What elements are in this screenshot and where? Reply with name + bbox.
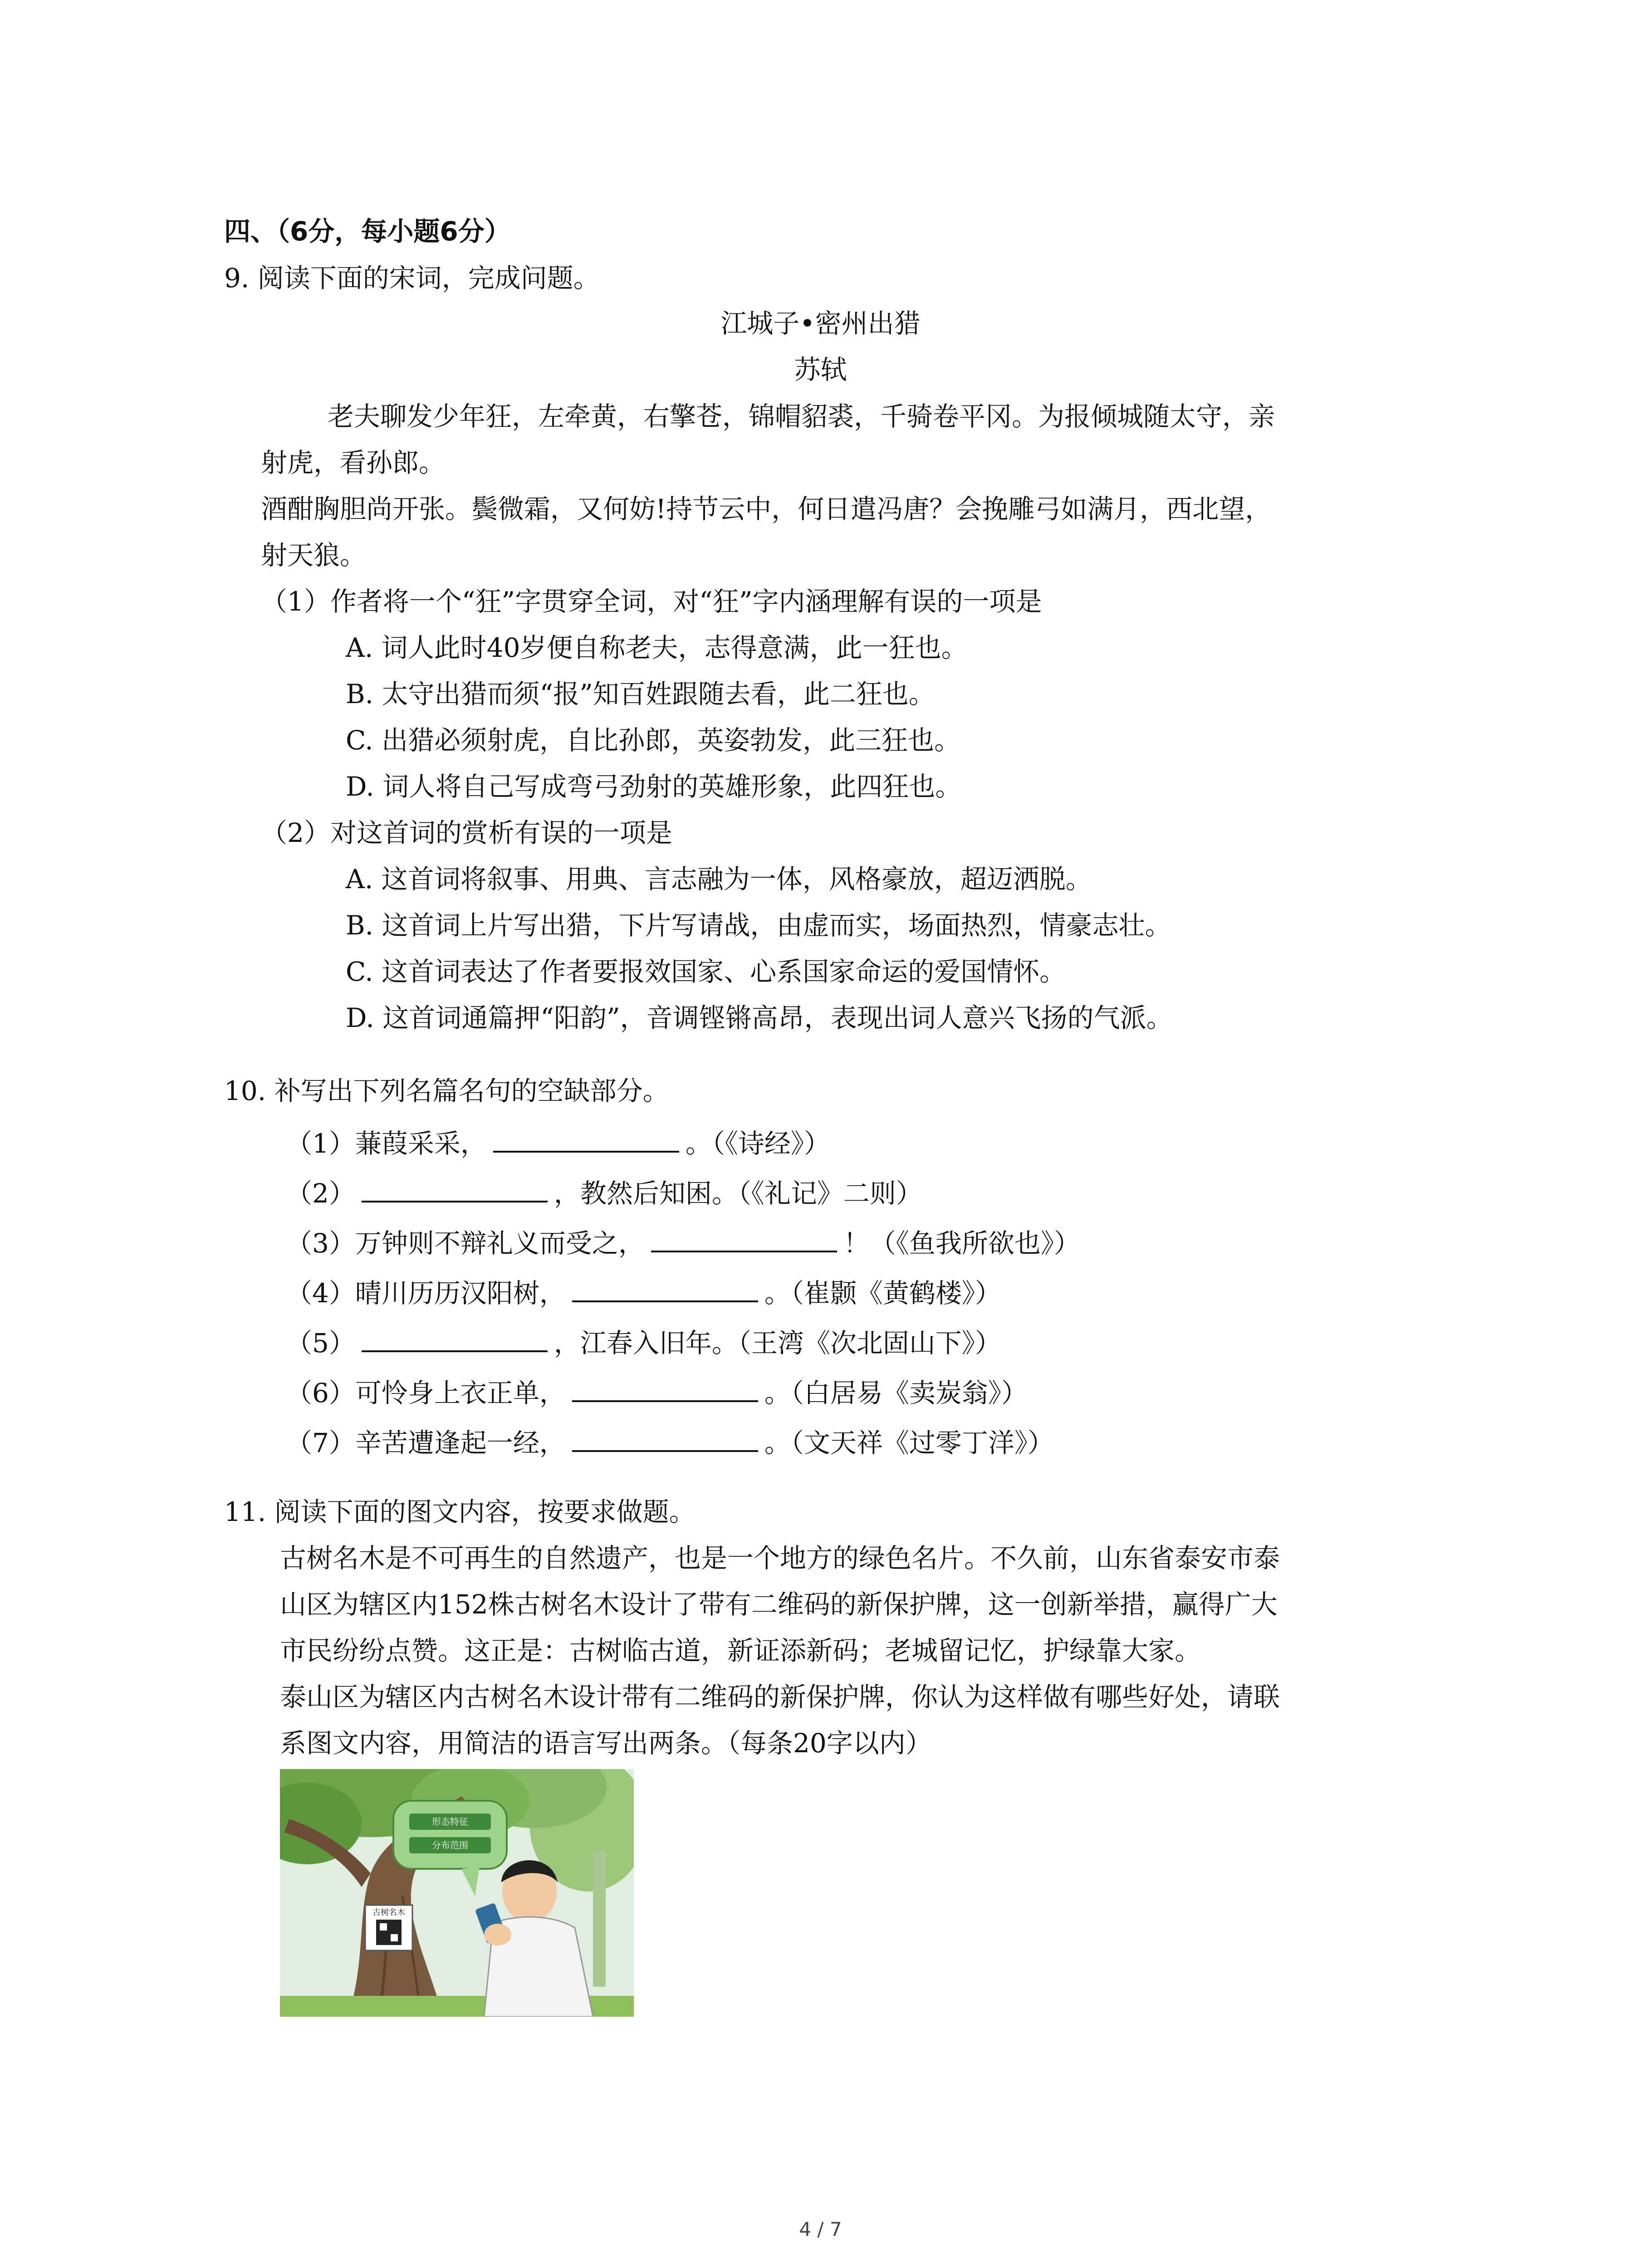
- item-text-after: 。（白居易《卖炭翁》）: [764, 1378, 1028, 1408]
- option-b: B. 这首词上片写出猎，下片写请战，由虚而实，场面热烈，情豪志壮。: [346, 910, 1171, 941]
- item-number: （3）: [286, 1228, 355, 1259]
- option-b: B. 太守出猎而须“报”知百姓跟随去看，此二狂也。: [346, 679, 935, 709]
- fill-blank-item: [286, 1323, 1001, 1361]
- fill-blank-item: [286, 1373, 1028, 1411]
- answer-blank[interactable]: [362, 1173, 548, 1202]
- item-number: （1）: [286, 1128, 355, 1159]
- item-number: （4）: [286, 1278, 355, 1309]
- fill-blank-item: [286, 1223, 1080, 1261]
- q11-paragraph-line: 山区为辖区内152株古树名木设计了带有二维码的新保护牌，这一创新举措，赢得广大: [280, 1589, 1278, 1620]
- q11-paragraph-line: 系图文内容，用简洁的语言写出两条。（每条20字以内）: [280, 1728, 932, 1759]
- item-text-after: 。（文天祥《过零丁洋》）: [764, 1427, 1054, 1458]
- item-text-before: 万钟则不辩礼义而受之，: [355, 1228, 645, 1259]
- option-d: D. 这首词通篇押“阳韵”，音调铿锵高昂，表现出词人意兴飞扬的气派。: [346, 1002, 1173, 1033]
- item-text-after: ，教然后知困。（《礼记》二则）: [554, 1178, 922, 1209]
- background-tree-trunk: [593, 1851, 606, 1987]
- info-bubble: [393, 1801, 507, 1869]
- illustration-svg: [280, 1769, 634, 2017]
- item-number: （2）: [286, 1178, 355, 1209]
- tree-qr-illustration: [280, 1769, 634, 2017]
- item-number: （6）: [286, 1378, 355, 1408]
- fill-blank-item: [286, 1273, 1001, 1311]
- q10-prompt: 10. 补写出下列名篇名句的空缺部分。: [224, 1075, 669, 1106]
- q11-paragraph-line: 古树名木是不可再生的自然遗产，也是一个地方的绿色名片。不久前，山东省泰安市泰: [280, 1543, 1280, 1574]
- option-a: A. 词人此时40岁便自称老夫，志得意满，此一狂也。: [346, 632, 968, 663]
- answer-blank[interactable]: [572, 1373, 758, 1402]
- section-heading: 四、（6分，每小题6分）: [224, 216, 511, 247]
- answer-blank[interactable]: [362, 1323, 548, 1352]
- q11-paragraph-line: 泰山区为辖区内古树名木设计带有二维码的新保护牌，你认为这样做有哪些好处，请联: [280, 1681, 1280, 1712]
- answer-blank[interactable]: [493, 1124, 679, 1153]
- item-number: （5）: [286, 1328, 355, 1359]
- option-d: D. 词人将自己写成弯弓劲射的英雄形象，此四狂也。: [346, 771, 962, 802]
- fill-blank-item: [286, 1124, 830, 1162]
- item-text-after: ，江春入旧年。（王湾《次北固山下》）: [554, 1328, 1001, 1359]
- item-text-before: 可怜身上衣正单，: [355, 1378, 566, 1408]
- q9-prompt: 9. 阅读下面的宋词，完成问题。: [224, 263, 600, 293]
- answer-blank[interactable]: [651, 1223, 837, 1252]
- qr-code-icon: [380, 1923, 387, 1931]
- poem-line: 射天狼。: [261, 540, 367, 571]
- item-text-before: 辛苦遭逢起一经，: [355, 1427, 566, 1458]
- poem-title: 江城子•密州出猎: [720, 308, 921, 339]
- option-c: C. 出猎必须射虎，自比孙郎，英姿勃发，此三狂也。: [346, 725, 961, 756]
- poem-line: 射虎，看孙郎。: [261, 447, 446, 478]
- item-text-after: 。（《诗经》）: [685, 1128, 830, 1159]
- page-number: 4 / 7: [799, 2218, 842, 2240]
- poem-author: 苏轼: [794, 354, 847, 385]
- item-text-before: 晴川历历汉阳树，: [355, 1278, 566, 1309]
- sign-label: 古树名木: [372, 1908, 405, 1917]
- answer-blank[interactable]: [572, 1423, 758, 1452]
- poem-line: 老夫聊发少年狂，左牵黄，右擎苍，锦帽貂裘，千骑卷平冈。为报倾城随太守，亲: [328, 401, 1275, 432]
- q9-sub1-stem: （1）作者将一个“狂”字贯穿全词，对“狂”字内涵理解有误的一项是: [261, 586, 1042, 617]
- qr-code-icon: [391, 1934, 398, 1941]
- bubble-label: 形态特征: [432, 1816, 468, 1827]
- option-c: C. 这首词表达了作者要报效国家、心系国家命运的爱国情怀。: [346, 956, 1066, 987]
- item-text-before: 蒹葭采采，: [355, 1128, 487, 1159]
- item-text-after: ！（《鱼我所欲也》）: [843, 1228, 1080, 1259]
- q9-sub2-stem: （2）对这首词的赏析有误的一项是: [261, 817, 672, 848]
- item-number: （7）: [286, 1427, 355, 1458]
- option-a: A. 这首词将叙事、用典、言志融为一体，风格豪放，超迈洒脱。: [346, 864, 1092, 894]
- q11-prompt: 11. 阅读下面的图文内容，按要求做题。: [224, 1496, 696, 1527]
- bubble-label: 分布范围: [432, 1840, 468, 1851]
- item-text-after: 。（崔颢《黄鹤楼》）: [764, 1278, 1001, 1309]
- fill-blank-item: [286, 1423, 1054, 1461]
- poem-line: 酒酣胸胆尚开张。鬓微霜，又何妨!持节云中，何日遣冯唐？会挽雕弓如满月，西北望，: [261, 494, 1272, 524]
- q11-paragraph-line: 市民纷纷点赞。这正是：古树临古道，新证添新码；老城留记忆，护绿靠大家。: [280, 1635, 1201, 1666]
- man-hand: [484, 1924, 511, 1945]
- fill-blank-item: [286, 1173, 922, 1212]
- answer-blank[interactable]: [572, 1273, 758, 1302]
